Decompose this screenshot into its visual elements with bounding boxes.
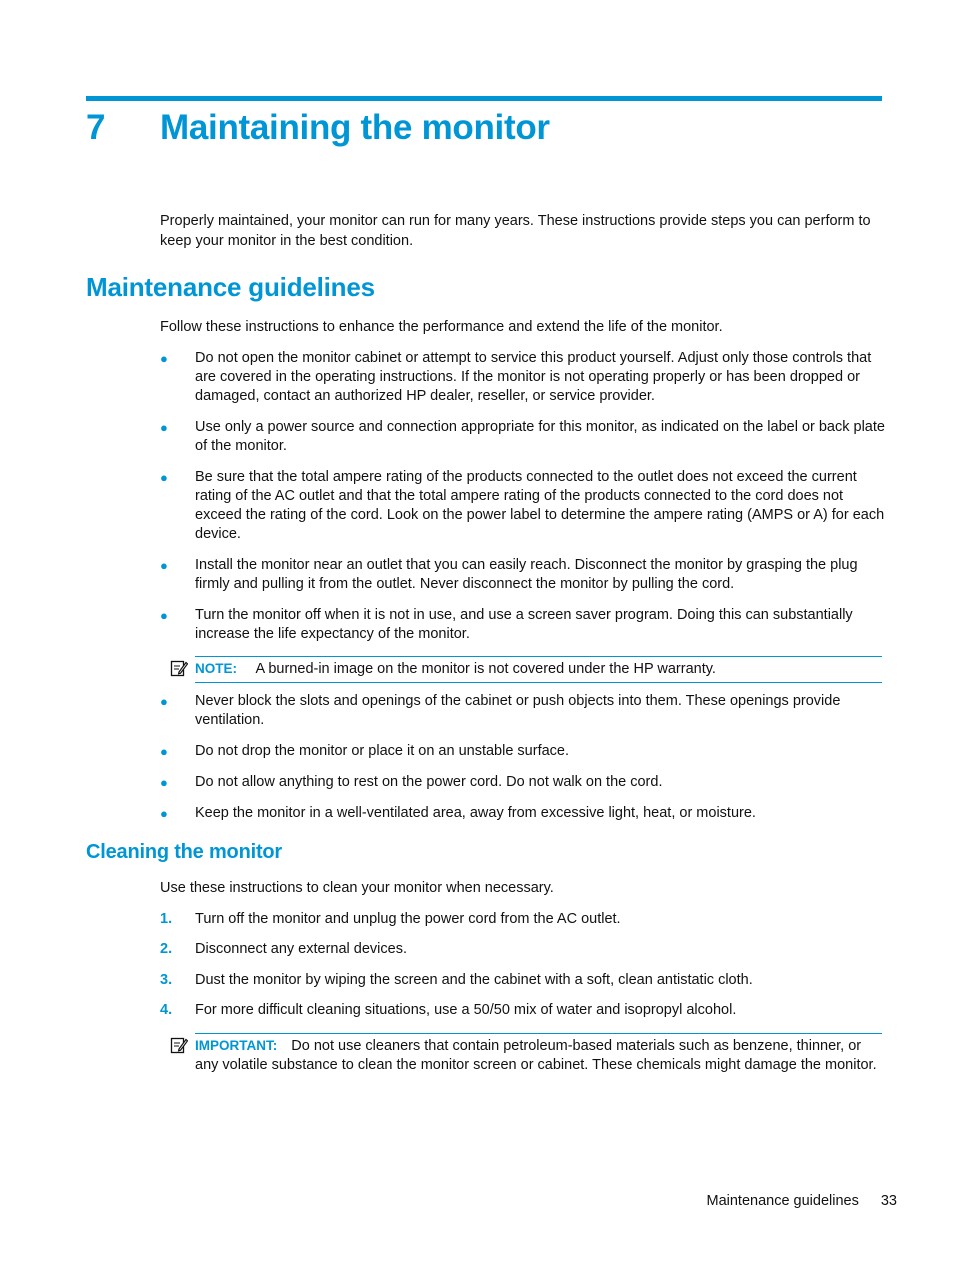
step-item <box>160 1001 885 1020</box>
section-heading-maintenance: Maintenance guidelines <box>86 272 375 302</box>
step-text: Turn off the monitor and unplug the power cord from the AC outlet. <box>195 911 621 927</box>
list-item-text: Be sure that the total ampere rating of the products connected to the outlet does not exceed the current rating of the AC outlet and that the total ampere rating of the products connected to the cord does not exceed the rating of the cord. Look on the power label to determine the ampere rating (AMPS or A) for each device. <box>195 469 885 542</box>
bullet-icon: ● <box>160 608 168 623</box>
important-label: IMPORTANT: <box>195 1038 278 1053</box>
chapter-rule <box>86 96 882 101</box>
note-label: NOTE: <box>195 661 237 676</box>
cleaning-lead: Use these instructions to clean your monitor when necessary. <box>160 880 554 896</box>
step-text: For more difficult cleaning situations, use a 50/50 mix of water and isopropyl alcohol. <box>195 1002 737 1018</box>
step-number: 1. <box>160 911 173 927</box>
step-item <box>160 940 885 959</box>
note-pencil-icon <box>170 1036 188 1054</box>
step-item <box>160 971 885 990</box>
list-item <box>160 804 885 823</box>
bullet-icon: ● <box>160 470 168 485</box>
list-item <box>160 556 885 594</box>
chapter-number: 7 <box>86 108 106 147</box>
chapter-title: Maintaining the monitor <box>160 108 550 147</box>
list-item <box>160 773 885 792</box>
list-item-text: Turn the monitor off when it is not in use, and use a screen saver program. Doing this can substantially increase the life expectancy of the monitor. <box>195 607 853 642</box>
intro-paragraph: Properly maintained, your monitor can run for many years. These instructions provide steps you can perform to keep your monitor in the best condition. <box>160 213 871 249</box>
list-item <box>160 349 885 406</box>
list-item <box>160 606 885 644</box>
step-text: Dust the monitor by wiping the screen and the cabinet with a soft, clean antistatic cloth. <box>195 972 753 988</box>
bullet-icon: ● <box>160 744 168 759</box>
step-text: Disconnect any external devices. <box>195 941 407 957</box>
page-footer <box>707 1193 898 1209</box>
step-number: 4. <box>160 1002 173 1018</box>
bullet-icon: ● <box>160 420 168 435</box>
bullet-icon: ● <box>160 558 168 573</box>
maintenance-lead: Follow these instructions to enhance the performance and extend the life of the monitor. <box>160 319 723 335</box>
important-callout <box>195 1033 882 1075</box>
page-number: 33 <box>880 1193 897 1209</box>
note-text: A burned-in image on the monitor is not covered under the HP warranty. <box>255 661 716 677</box>
bullet-icon: ● <box>160 775 168 790</box>
bullet-icon: ● <box>160 351 168 366</box>
note-callout <box>195 656 882 683</box>
list-item-text: Do not open the monitor cabinet or attempt to service this product yourself. Adjust only those controls that are covered in the operating instructions. If the monitor is not operating properly or has been dropped or damaged, contact an authorized HP dealer, reseller, or service provider. <box>195 350 872 404</box>
list-item-text: Do not drop the monitor or place it on an unstable surface. <box>195 743 569 759</box>
step-number: 2. <box>160 941 173 957</box>
bullet-icon: ● <box>160 806 168 821</box>
list-item-text: Do not allow anything to rest on the power cord. Do not walk on the cord. <box>195 774 663 790</box>
list-item <box>160 692 885 730</box>
list-item-text: Keep the monitor in a well-ventilated area, away from excessive light, heat, or moisture. <box>195 805 756 821</box>
note-pencil-icon <box>170 659 188 677</box>
step-number: 3. <box>160 972 173 988</box>
step-item <box>160 910 885 929</box>
list-item-text: Never block the slots and openings of the cabinet or push objects into them. These openings provide ventilation. <box>195 693 841 728</box>
list-item <box>160 742 885 761</box>
list-item <box>160 468 885 544</box>
section-heading-cleaning: Cleaning the monitor <box>86 841 283 863</box>
list-item <box>160 418 885 456</box>
footer-section: Maintenance guidelines <box>706 1193 859 1209</box>
chapter-heading <box>86 108 550 148</box>
important-text: Do not use cleaners that contain petroleum-based materials such as benzene, thinner, or any volatile substance to clean the monitor screen or cabinet. These chemicals might damage the monitor. <box>195 1038 877 1073</box>
list-item-text: Install the monitor near an outlet that you can easily reach. Disconnect the monitor by grasping the plug firmly and pulling it from the outlet. Never disconnect the monitor by pulling the cord. <box>195 557 858 592</box>
list-item-text: Use only a power source and connection appropriate for this monitor, as indicated on the label or back plate of the monitor. <box>195 419 885 454</box>
bullet-icon: ● <box>160 694 168 709</box>
